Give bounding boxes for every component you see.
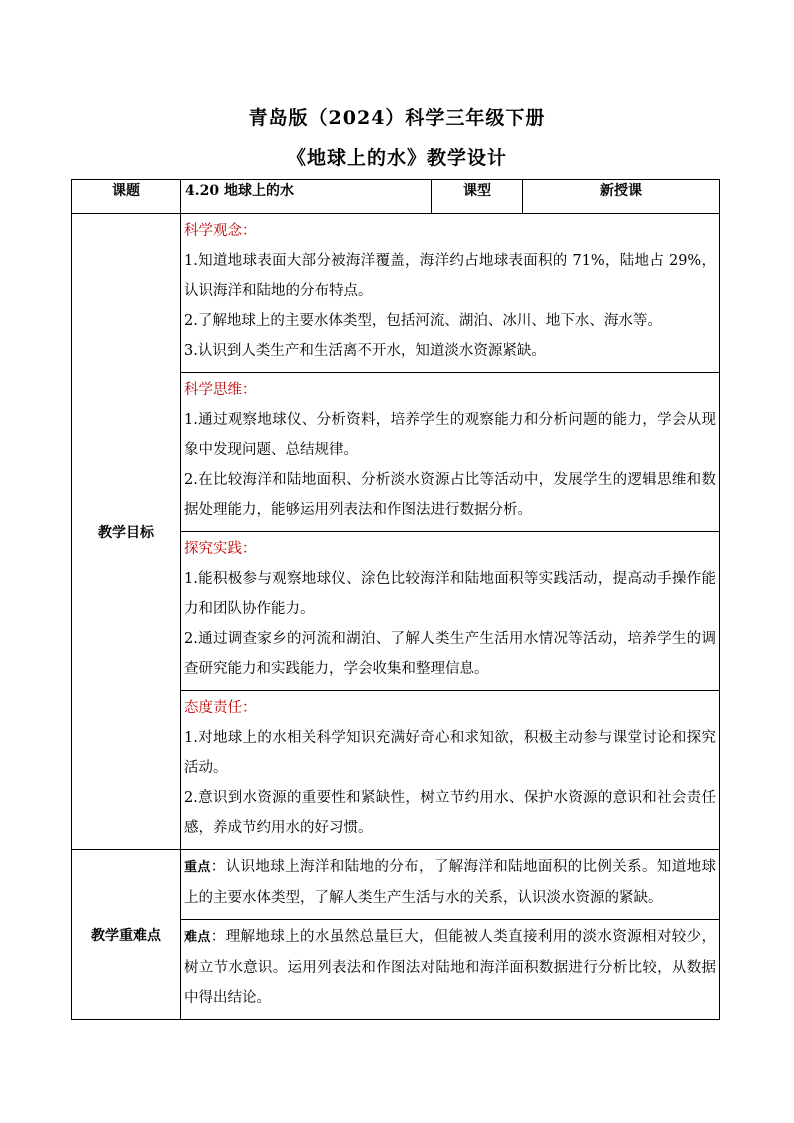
objective-item: 2.了解地球上的主要水体类型，包括河流、湖泊、冰川、地下水、海水等。 [184, 313, 662, 329]
objectives-row [72, 214, 720, 373]
focus-cell [181, 850, 720, 920]
difficulty-label: 难点 [184, 930, 211, 945]
focus-text: ：认识地球上海洋和陆地的分布，了解海洋和陆地面积的比例关系。知道地球上的主要水体类型，了解人类生产生活与水的关系，认识淡水资源的紧缺。 [184, 859, 716, 906]
objective-item: 2.意识到水资源的重要性和紧缺性，树立节约用水、保护水资源的意识和社会责任感，养成节约用水的好习惯。 [184, 790, 716, 836]
objective-item: 2.在比较海洋和陆地面积、分析淡水资源占比等活动中，发展学生的逻辑思维和数据处理能力，能够运用列表法和作图法进行数据分析。 [184, 472, 716, 518]
focus-label: 重点 [184, 860, 211, 875]
lesson-value: 4.20 地球上的水 [181, 180, 432, 214]
objective-item: 1.知道地球表面大部分被海洋覆盖，海洋约占地球表面积的 71%，陆地占 29%，认识海洋和陆地的分布特点。 [184, 253, 716, 299]
type-label: 课型 [432, 180, 523, 214]
table-header-row [72, 180, 720, 214]
document-title: 青岛版（2024）科学三年级下册 [248, 107, 546, 129]
type-value: 新授课 [523, 180, 720, 214]
objectives-label: 教学目标 [72, 214, 181, 850]
lesson-label: 课题 [72, 180, 181, 214]
objective-item: 2.通过调查家乡的河流和湖泊、了解人类生产生活用水情况等活动，培养学生的调查研究能力和实践能力，学会收集和整理信息。 [184, 631, 716, 677]
objective-section-thinking [181, 373, 720, 532]
objective-item: 1.通过观察地球仪、分析资料，培养学生的观察能力和分析问题的能力，学会从现象中发现问题、总结规律。 [184, 412, 716, 458]
objective-item: 1.对地球上的水相关科学知识充满好奇心和求知欲，积极主动参与课堂讨论和探究活动。 [184, 730, 716, 776]
key-points-row [72, 850, 720, 920]
objective-section-practice [181, 532, 720, 691]
lesson-plan-table [71, 179, 720, 1020]
objective-item: 3.认识到人类生产和生活离不开水，知道淡水资源紧缺。 [184, 343, 546, 359]
section-heading: 态度责任： [184, 700, 257, 716]
document-subtitle: 《地球上的水》教学设计 [286, 147, 507, 169]
section-heading: 科学思维： [184, 382, 257, 398]
objective-section-attitude [181, 691, 720, 850]
objective-section-concept [181, 214, 720, 373]
section-heading: 科学观念： [184, 223, 257, 239]
difficulty-cell [181, 920, 720, 1020]
objective-item: 1.能积极参与观察地球仪、涂色比较海洋和陆地面积等实践活动，提高动手操作能力和团队协作能力。 [184, 571, 716, 617]
focus-paragraph [184, 852, 716, 913]
key-points-label: 教学重难点 [72, 850, 181, 1020]
difficulty-text: ：理解地球上的水虽然总量巨大，但能被人类直接利用的淡水资源相对较少，树立节水意识。运用列表法和作图法对陆地和海洋面积数据进行分析比较，从数据中得出结论。 [184, 929, 716, 1006]
difficulty-paragraph [184, 922, 716, 1013]
section-heading: 探究实践： [184, 541, 257, 557]
